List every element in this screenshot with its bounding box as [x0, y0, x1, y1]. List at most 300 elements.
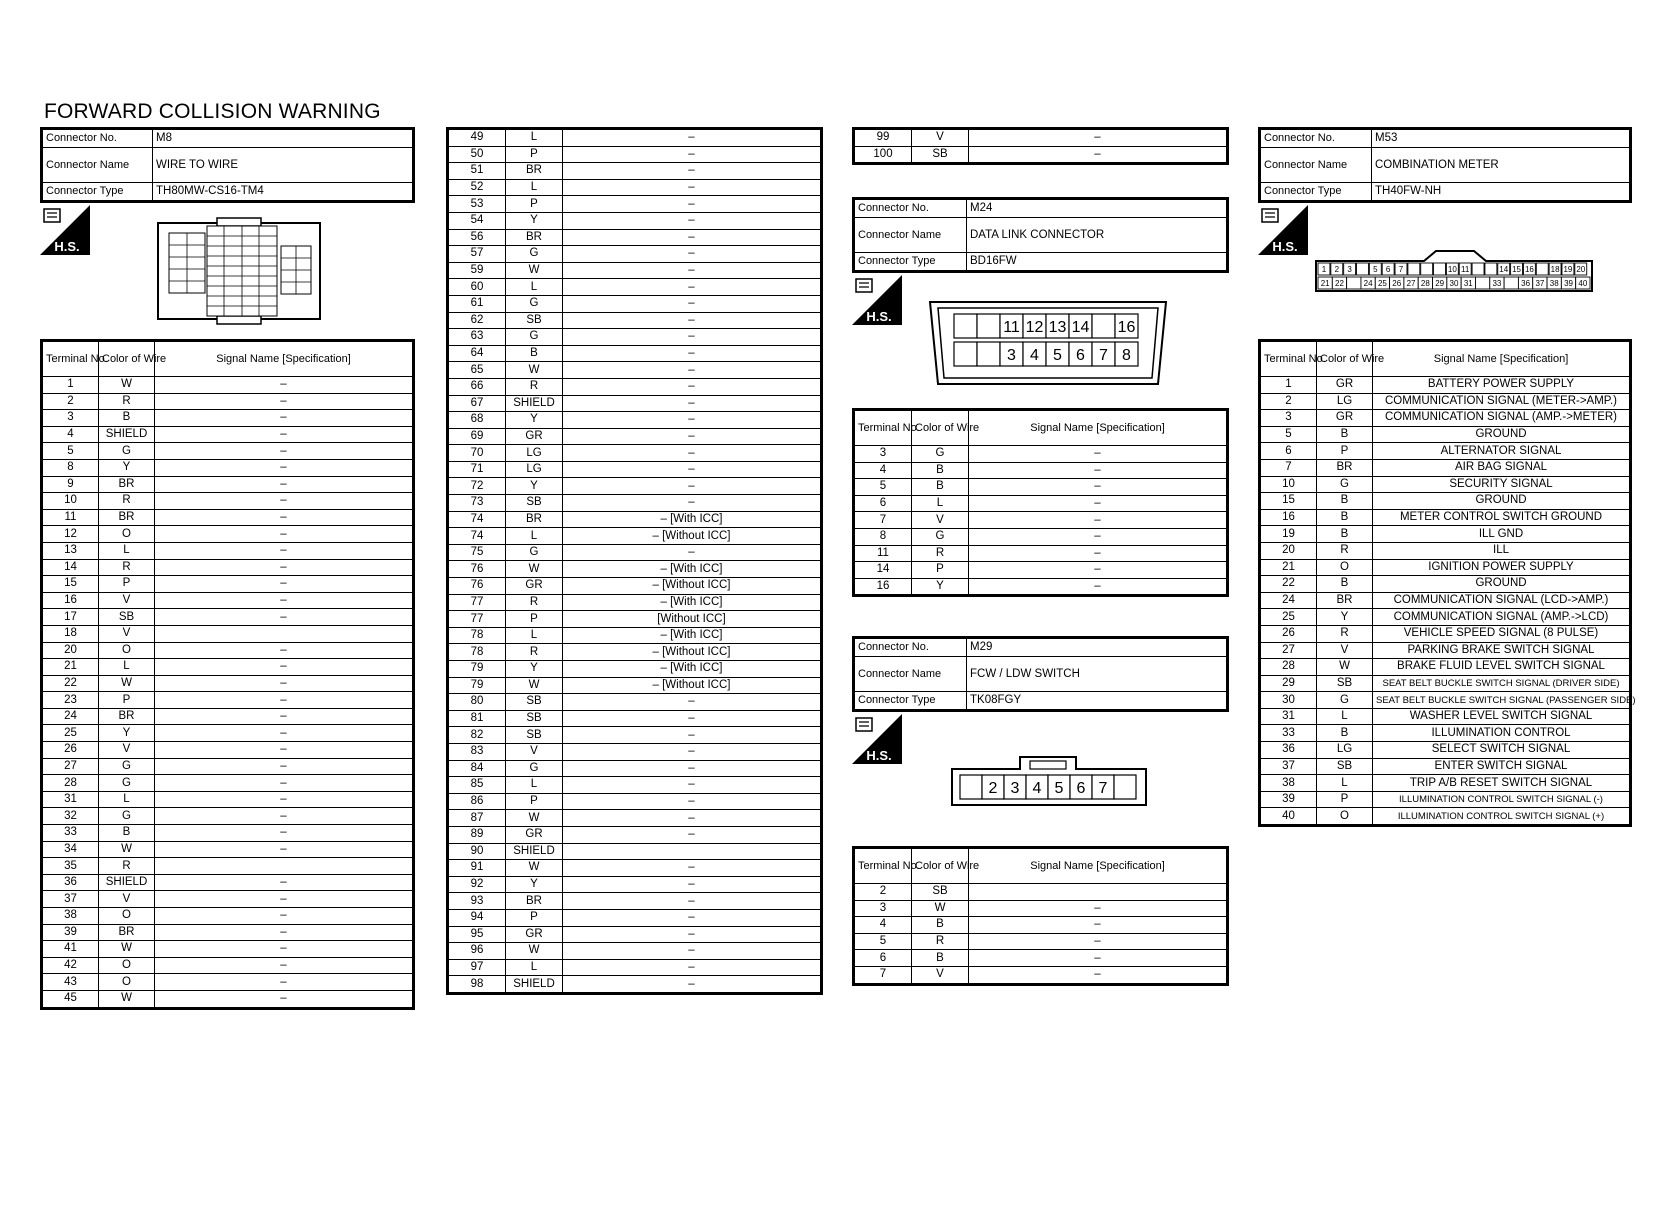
table-row	[43, 908, 413, 925]
signal-name: – [Without ICC]	[563, 528, 821, 545]
terminal-no: 74	[449, 511, 506, 528]
wire-color: R	[506, 594, 563, 611]
terminal-no: 21	[1261, 559, 1317, 576]
signal-name: VEHICLE SPEED SIGNAL (8 PULSE)	[1373, 625, 1630, 642]
signal-name: COMMUNICATION SIGNAL (METER->AMP.)	[1373, 393, 1630, 410]
table-row	[1261, 725, 1630, 742]
table-row	[449, 395, 821, 412]
signal-name: –	[563, 909, 821, 926]
signal-name: ILLUMINATION CONTROL	[1373, 725, 1630, 742]
harness-side-icon	[40, 205, 90, 255]
table-row	[449, 445, 821, 462]
table-row	[449, 976, 821, 993]
wire-color: B	[1317, 426, 1373, 443]
signal-name: –	[155, 957, 413, 974]
signal-name: –	[563, 295, 821, 312]
wire-color: G	[912, 446, 969, 463]
terminal-no: 4	[43, 426, 99, 443]
terminal-no: 97	[449, 959, 506, 976]
connector-pin	[960, 775, 982, 799]
connector-pin	[1485, 263, 1497, 275]
signal-name: SECURITY SIGNAL	[1373, 476, 1630, 493]
wire-color: B	[1317, 526, 1373, 543]
table-row	[449, 843, 821, 860]
wire-color: W	[99, 990, 155, 1007]
terminal-no: 5	[1261, 426, 1317, 443]
m29-connector-header	[852, 636, 1229, 712]
signal-name: –	[969, 446, 1227, 463]
color-header: Color of Wire	[1317, 342, 1373, 377]
connector-no-value: M24	[967, 200, 1227, 218]
terminal-no: 32	[43, 808, 99, 825]
pin-number: 7	[1099, 346, 1108, 364]
wire-color: O	[99, 642, 155, 659]
signal-name: –	[155, 559, 413, 576]
table-row	[449, 777, 821, 794]
terminal-no: 72	[449, 478, 506, 495]
signal-name: – [Without ICC]	[563, 677, 821, 694]
terminal-no: 16	[1261, 509, 1317, 526]
terminal-no: 56	[449, 229, 506, 246]
terminal-no: 69	[449, 428, 506, 445]
table-row	[449, 694, 821, 711]
wire-color: GR	[1317, 377, 1373, 394]
pin-number: 15	[1512, 264, 1522, 274]
table-row	[855, 562, 1227, 579]
signal-name: – [With ICC]	[563, 661, 821, 678]
wire-color: W	[99, 377, 155, 394]
signal-name: –	[563, 279, 821, 296]
table-row	[855, 933, 1227, 950]
wire-color: O	[99, 957, 155, 974]
signal-name: –	[563, 976, 821, 993]
pin-number: 14	[1499, 264, 1509, 274]
table-row	[449, 196, 821, 213]
table-row	[449, 312, 821, 329]
wire-color: BR	[506, 229, 563, 246]
table-row	[43, 941, 413, 958]
pin-number: 13	[1048, 318, 1067, 336]
table-row	[1261, 459, 1630, 476]
table-row	[1261, 708, 1630, 725]
pin-number: 36	[1521, 278, 1531, 288]
wire-color: R	[912, 545, 969, 562]
signal-name: GROUND	[1373, 576, 1630, 593]
signal-name: –	[155, 692, 413, 709]
signal-name: –	[563, 943, 821, 960]
wire-color: Y	[506, 661, 563, 678]
signal-name: –	[155, 775, 413, 792]
signal-name: – [Without ICC]	[563, 644, 821, 661]
wire-color: W	[506, 262, 563, 279]
terminal-no: 20	[1261, 542, 1317, 559]
m24-terminal-table	[852, 408, 1229, 597]
table-row	[449, 627, 821, 644]
wire-color: G	[99, 443, 155, 460]
pin-number: 33	[1492, 278, 1502, 288]
wire-color: V	[99, 891, 155, 908]
wire-color: B	[1317, 493, 1373, 510]
terminal-no: 81	[449, 710, 506, 727]
terminal-no: 26	[43, 742, 99, 759]
wire-color: SHIELD	[506, 395, 563, 412]
wire-color: G	[99, 775, 155, 792]
table-row	[855, 545, 1227, 562]
terminal-no: 33	[1261, 725, 1317, 742]
terminal-no: 41	[43, 941, 99, 958]
wire-color: W	[99, 941, 155, 958]
terminal-no: 38	[43, 908, 99, 925]
wire-color: LG	[1317, 742, 1373, 759]
signal-name: –	[563, 212, 821, 229]
terminal-no: 77	[449, 611, 506, 628]
wire-color: W	[506, 860, 563, 877]
terminal-no: 86	[449, 793, 506, 810]
wire-color: GR	[1317, 410, 1373, 427]
terminal-no: 98	[449, 976, 506, 993]
wire-color: SB	[99, 609, 155, 626]
table-row	[449, 279, 821, 296]
table-row	[449, 362, 821, 379]
connector-name-label: Connector Name	[855, 657, 967, 692]
terminal-no: 71	[449, 461, 506, 478]
terminal-no: 29	[1261, 675, 1317, 692]
signal-header: Signal Name [Specification]	[1373, 342, 1630, 377]
terminal-no: 83	[449, 743, 506, 760]
terminal-no: 82	[449, 727, 506, 744]
connector-pin	[1347, 277, 1361, 289]
terminal-no: 45	[43, 990, 99, 1007]
terminal-no: 3	[855, 900, 912, 917]
terminal-no: 12	[43, 526, 99, 543]
connector-type-value: TH40FW-NH	[1372, 183, 1630, 201]
wire-color: L	[506, 959, 563, 976]
connector-pin	[954, 314, 977, 338]
table-row	[43, 692, 413, 709]
connector-name-label: Connector Name	[43, 148, 153, 183]
signal-name: –	[563, 478, 821, 495]
wire-color: L	[506, 528, 563, 545]
terminal-no: 100	[855, 146, 912, 163]
pin-number: 39	[1564, 278, 1573, 288]
signal-name: –	[155, 393, 413, 410]
signal-name: [Without ICC]	[563, 611, 821, 628]
pin-number: 12	[1025, 318, 1044, 336]
signal-name: –	[969, 933, 1227, 950]
terminal-no: 24	[43, 708, 99, 725]
connector-no-label: Connector No.	[855, 200, 967, 218]
table-row	[1261, 808, 1630, 825]
wire-color: R	[99, 493, 155, 510]
table-row	[43, 493, 413, 510]
terminal-no: 92	[449, 876, 506, 893]
pin-number: 6	[1076, 346, 1085, 364]
terminal-no: 54	[449, 212, 506, 229]
terminal-no: 15	[43, 576, 99, 593]
pin-number: 30	[1449, 278, 1459, 288]
table-row	[449, 943, 821, 960]
table-row	[1261, 791, 1630, 808]
wire-color: GR	[506, 926, 563, 943]
connector-type-label: Connector Type	[855, 253, 967, 271]
terminal-no: 79	[449, 661, 506, 678]
table-row	[449, 661, 821, 678]
terminal-no: 7	[1261, 459, 1317, 476]
terminal-no: 38	[1261, 775, 1317, 792]
pin-number: 37	[1535, 278, 1545, 288]
wire-color: G	[506, 760, 563, 777]
table-row	[1261, 576, 1630, 593]
terminal-no: 67	[449, 395, 506, 412]
terminal-no: 63	[449, 329, 506, 346]
table-row	[43, 509, 413, 526]
hs-label: H.S.	[1272, 239, 1298, 254]
signal-name	[969, 884, 1227, 901]
terminal-no: 9	[43, 476, 99, 493]
table-row	[449, 893, 821, 910]
terminal-no: 37	[43, 891, 99, 908]
signal-name: –	[969, 146, 1227, 163]
table-row	[1261, 625, 1630, 642]
table-row	[1261, 476, 1630, 493]
wire-color: BR	[506, 511, 563, 528]
wire-color: R	[912, 933, 969, 950]
terminal-no: 85	[449, 777, 506, 794]
terminal-no: 5	[855, 933, 912, 950]
signal-name: –	[563, 163, 821, 180]
wire-color: O	[99, 974, 155, 991]
table-row	[449, 295, 821, 312]
wire-color: P	[506, 793, 563, 810]
signal-name: –	[563, 926, 821, 943]
wire-color: SB	[1317, 675, 1373, 692]
table-row	[43, 576, 413, 593]
signal-name: –	[563, 378, 821, 395]
wire-color: B	[912, 950, 969, 967]
pin-number: 24	[1363, 278, 1373, 288]
signal-name: –	[563, 760, 821, 777]
color-header: Color of Wire	[912, 411, 969, 446]
wire-color: V	[1317, 642, 1373, 659]
signal-name: –	[155, 659, 413, 676]
table-row	[1261, 659, 1630, 676]
signal-name: – [With ICC]	[563, 561, 821, 578]
terminal-no: 5	[855, 479, 912, 496]
signal-name: –	[563, 362, 821, 379]
signal-name: –	[563, 710, 821, 727]
signal-name: BATTERY POWER SUPPLY	[1373, 377, 1630, 394]
wire-color: LG	[506, 445, 563, 462]
wire-color: BR	[506, 893, 563, 910]
wire-color: SB	[506, 710, 563, 727]
pin-number: 8	[1122, 346, 1131, 364]
signal-name: –	[155, 443, 413, 460]
table-row	[449, 163, 821, 180]
terminal-no: 14	[43, 559, 99, 576]
wire-color: V	[99, 742, 155, 759]
table-row	[855, 512, 1227, 529]
table-row	[43, 609, 413, 626]
connector-no-value: M8	[153, 130, 413, 148]
signal-header: Signal Name [Specification]	[969, 411, 1227, 446]
connector-pin	[1472, 263, 1484, 275]
table-row	[855, 528, 1227, 545]
connector-pin	[1434, 263, 1446, 275]
wire-color: P	[99, 576, 155, 593]
terminal-no: 74	[449, 528, 506, 545]
signal-name: GROUND	[1373, 493, 1630, 510]
pin-number: 5	[1373, 264, 1378, 274]
signal-name	[155, 625, 413, 642]
table-row	[855, 966, 1227, 983]
table-row	[449, 594, 821, 611]
terminal-no: 18	[43, 625, 99, 642]
wire-color: R	[506, 378, 563, 395]
terminal-no: 6	[855, 495, 912, 512]
signal-name: –	[563, 860, 821, 877]
signal-name: COMMUNICATION SIGNAL (LCD->AMP.)	[1373, 592, 1630, 609]
wire-color: SB	[506, 727, 563, 744]
signal-name: METER CONTROL SWITCH GROUND	[1373, 509, 1630, 526]
terminal-no: 91	[449, 860, 506, 877]
terminal-no: 34	[43, 841, 99, 858]
table-row	[449, 959, 821, 976]
wire-color: W	[912, 900, 969, 917]
signal-name: –	[563, 262, 821, 279]
table-row	[43, 758, 413, 775]
table-row	[449, 246, 821, 263]
terminal-no: 43	[43, 974, 99, 991]
pin-number: 11	[1003, 318, 1020, 336]
terminal-no: 59	[449, 262, 506, 279]
color-header: Color of Wire	[912, 849, 969, 884]
wire-color: BR	[99, 708, 155, 725]
table-row	[43, 775, 413, 792]
hs-label: H.S.	[866, 309, 892, 324]
hs-label: H.S.	[866, 748, 892, 763]
signal-name: –	[969, 950, 1227, 967]
terminal-no: 89	[449, 826, 506, 843]
terminal-no: 28	[43, 775, 99, 792]
wire-color: P	[506, 611, 563, 628]
terminal-no: 87	[449, 810, 506, 827]
connector-type-value: TH80MW-CS16-TM4	[153, 183, 413, 201]
table-row	[43, 957, 413, 974]
wire-color: GR	[506, 428, 563, 445]
table-row	[43, 642, 413, 659]
connector-type-value: TK08FGY	[967, 692, 1227, 710]
signal-name: –	[155, 891, 413, 908]
wire-color: SB	[912, 884, 969, 901]
signal-name: –	[563, 179, 821, 196]
wire-color: W	[506, 943, 563, 960]
table-row	[449, 710, 821, 727]
terminal-no: 77	[449, 594, 506, 611]
wire-color: SB	[506, 694, 563, 711]
table-row	[43, 675, 413, 692]
wire-color: L	[506, 179, 563, 196]
connector-name-value: DATA LINK CONNECTOR	[967, 218, 1227, 253]
pin-number: 5	[1054, 779, 1064, 797]
wire-color: W	[506, 677, 563, 694]
pin-number: 19	[1563, 264, 1573, 274]
wire-color: P	[506, 146, 563, 163]
table-row	[1261, 675, 1630, 692]
terminal-no: 5	[43, 443, 99, 460]
terminal-no: 3	[1261, 410, 1317, 427]
pin-number: 28	[1420, 278, 1430, 288]
terminal-no: 4	[855, 462, 912, 479]
wire-color: LG	[506, 461, 563, 478]
wire-color: R	[1317, 542, 1373, 559]
wire-color: BR	[1317, 459, 1373, 476]
table-row	[855, 917, 1227, 934]
wire-color: W	[506, 561, 563, 578]
wire-color: G	[506, 544, 563, 561]
page-title: FORWARD COLLISION WARNING	[44, 100, 381, 123]
table-row	[43, 874, 413, 891]
wire-color: O	[99, 908, 155, 925]
wire-color: V	[99, 592, 155, 609]
wire-color: O	[99, 526, 155, 543]
terminal-no: 66	[449, 378, 506, 395]
table-row	[43, 841, 413, 858]
pin-number: 27	[1406, 278, 1416, 288]
table-row	[855, 950, 1227, 967]
table-row	[449, 146, 821, 163]
pin-number: 20	[1576, 264, 1586, 274]
table-row	[449, 262, 821, 279]
signal-name: SELECT SWITCH SIGNAL	[1373, 742, 1630, 759]
table-row	[449, 810, 821, 827]
signal-name: –	[563, 544, 821, 561]
signal-name: –	[155, 609, 413, 626]
connector-no-value: M29	[967, 639, 1227, 657]
table-row	[43, 393, 413, 410]
signal-name: –	[155, 576, 413, 593]
table-row	[855, 130, 1227, 147]
terminal-no: 25	[1261, 609, 1317, 626]
wire-color: Y	[506, 478, 563, 495]
wire-color: L	[99, 542, 155, 559]
signal-name: –	[563, 345, 821, 362]
pin-number: 16	[1117, 318, 1136, 336]
signal-name: –	[155, 924, 413, 941]
signal-name: SEAT BELT BUCKLE SWITCH SIGNAL (DRIVER SIDE)	[1373, 675, 1630, 692]
terminal-no: 95	[449, 926, 506, 943]
table-row	[43, 410, 413, 427]
terminal-no: 3	[855, 446, 912, 463]
signal-name: –	[563, 445, 821, 462]
terminal-no: 10	[1261, 476, 1317, 493]
pin-number: 11	[1461, 264, 1470, 274]
table-row	[1261, 592, 1630, 609]
wire-color: V	[912, 512, 969, 529]
connector-name-value: WIRE TO WIRE	[153, 148, 413, 183]
wire-color: BR	[506, 163, 563, 180]
signal-header: Signal Name [Specification]	[969, 849, 1227, 884]
wire-color: L	[912, 495, 969, 512]
table-row	[855, 884, 1227, 901]
terminal-no: 14	[855, 562, 912, 579]
table-row	[855, 146, 1227, 163]
signal-name: –	[563, 312, 821, 329]
table-row	[1261, 559, 1630, 576]
terminal-no: 68	[449, 412, 506, 429]
terminal-no: 24	[1261, 592, 1317, 609]
table-row	[855, 578, 1227, 595]
wire-color: V	[912, 966, 969, 983]
